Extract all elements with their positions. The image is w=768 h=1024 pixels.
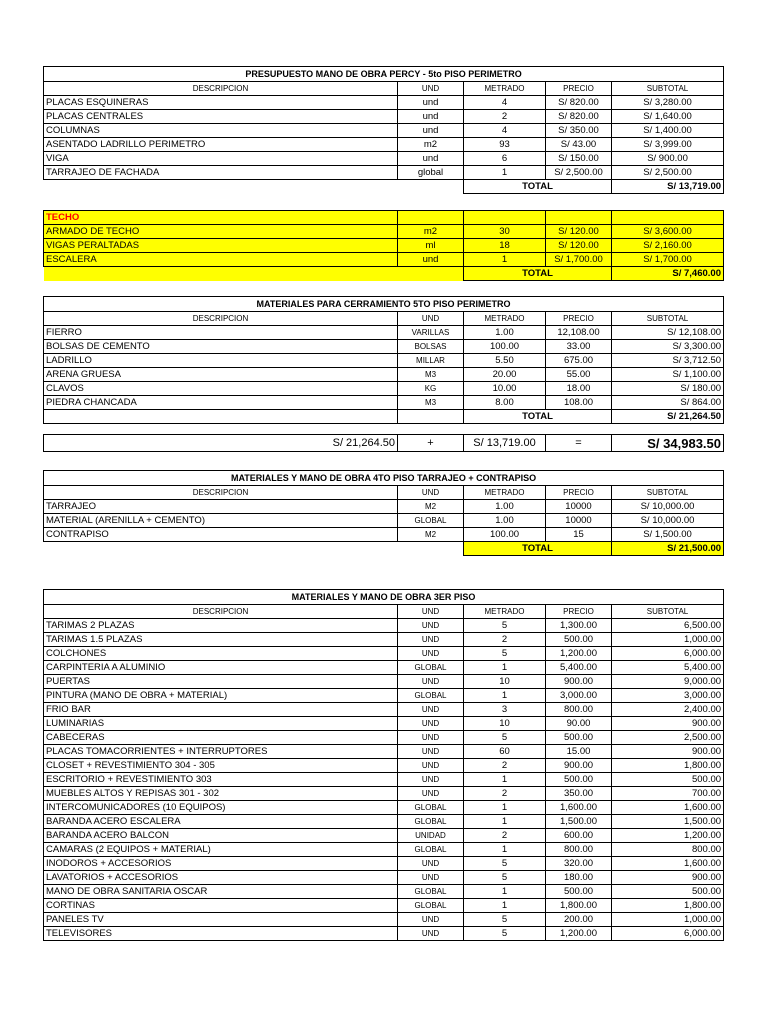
table-row xyxy=(44,166,724,180)
unit-cell: M2 xyxy=(398,500,464,514)
description-cell: INTERCOMUNICADORES (10 EQUIPOS) xyxy=(44,801,398,815)
col-header: PRECIO xyxy=(546,312,612,326)
total-value: S/ 21,500.00 xyxy=(612,542,724,556)
col-header: PRECIO xyxy=(546,605,612,619)
unit-cell: GLOBAL xyxy=(398,801,464,815)
section-title: MATERIALES Y MANO DE OBRA 4TO PISO TARRAJEO + CONTRAPISO xyxy=(44,471,724,486)
unit-cell: UND xyxy=(398,871,464,885)
header-row xyxy=(44,486,724,500)
techo-title-row xyxy=(44,211,724,225)
description-cell: INODOROS + ACCESORIOS xyxy=(44,857,398,871)
price-cell: S/ 350.00 xyxy=(546,124,612,138)
plus-sign: + xyxy=(398,435,464,452)
price-cell: S/ 1,700.00 xyxy=(546,253,612,267)
unit-cell: UND xyxy=(398,913,464,927)
table-row xyxy=(44,899,724,913)
table-row xyxy=(44,253,724,267)
subtotal-cell: S/ 10,000.00 xyxy=(612,500,724,514)
section-title: MATERIALES PARA CERRAMIENTO 5TO PISO PERIMETRO xyxy=(44,297,724,312)
subtotal-cell: 1,800.00 xyxy=(612,759,724,773)
description-cell: COLCHONES xyxy=(44,647,398,661)
sum-term-a: S/ 21,264.50 xyxy=(44,435,398,452)
unit-cell: GLOBAL xyxy=(398,689,464,703)
table-row xyxy=(44,885,724,899)
description-cell: FIERRO xyxy=(44,326,398,340)
table-row xyxy=(44,96,724,110)
col-header: METRADO xyxy=(464,312,546,326)
quantity-cell: 100.00 xyxy=(464,528,546,542)
price-cell: S/ 820.00 xyxy=(546,96,612,110)
subtotal-cell: 900.00 xyxy=(612,717,724,731)
unit-cell: und xyxy=(398,124,464,138)
quantity-cell: 5 xyxy=(464,647,546,661)
price-cell: 10000 xyxy=(546,514,612,528)
price-cell: 5,400.00 xyxy=(546,661,612,675)
quantity-cell: 4 xyxy=(464,124,546,138)
table-row xyxy=(44,731,724,745)
price-cell: 900.00 xyxy=(546,759,612,773)
total-label: TOTAL xyxy=(464,542,612,556)
unit-cell: global xyxy=(398,166,464,180)
col-header: METRADO xyxy=(464,605,546,619)
unit-cell: UND xyxy=(398,857,464,871)
col-header: SUBTOTAL xyxy=(612,605,724,619)
price-cell: 500.00 xyxy=(546,885,612,899)
col-header: METRADO xyxy=(464,82,546,96)
subtotal-cell: 2,500.00 xyxy=(612,731,724,745)
description-cell: COLUMNAS xyxy=(44,124,398,138)
subtotal-cell: S/ 3,300.00 xyxy=(612,340,724,354)
description-cell: MUEBLES ALTOS Y REPISAS 301 - 302 xyxy=(44,787,398,801)
quantity-cell: 2 xyxy=(464,829,546,843)
quantity-cell: 4 xyxy=(464,96,546,110)
section-mano-obra-5to-piso xyxy=(43,66,724,194)
table-row xyxy=(44,675,724,689)
total-label: TOTAL xyxy=(464,410,612,424)
subtotal-cell: 2,400.00 xyxy=(612,703,724,717)
unit-cell: UND xyxy=(398,759,464,773)
subtotal-cell: S/ 1,500.00 xyxy=(612,528,724,542)
subtotal-cell: 900.00 xyxy=(612,745,724,759)
quantity-cell: 8.00 xyxy=(464,396,546,410)
quantity-cell: 2 xyxy=(464,787,546,801)
subtotal-cell: 6,000.00 xyxy=(612,927,724,941)
price-cell: S/ 820.00 xyxy=(546,110,612,124)
price-cell: 900.00 xyxy=(546,675,612,689)
table-row xyxy=(44,787,724,801)
description-cell: TELEVISORES xyxy=(44,927,398,941)
description-cell: BOLSAS DE CEMENTO xyxy=(44,340,398,354)
description-cell: LAVATORIOS + ACCESORIOS xyxy=(44,871,398,885)
table-row xyxy=(44,340,724,354)
section-materiales-cerramiento xyxy=(43,296,724,424)
unit-cell: UND xyxy=(398,703,464,717)
unit-cell: GLOBAL xyxy=(398,843,464,857)
price-cell: 15 xyxy=(546,528,612,542)
table-row xyxy=(44,801,724,815)
unit-cell: UND xyxy=(398,717,464,731)
subtotal-cell: S/ 12,108.00 xyxy=(612,326,724,340)
unit-cell: GLOBAL xyxy=(398,514,464,528)
subtotal-cell: S/ 1,640.00 xyxy=(612,110,724,124)
description-cell: PINTURA (MANO DE OBRA + MATERIAL) xyxy=(44,689,398,703)
price-cell: 15.00 xyxy=(546,745,612,759)
section-4to-piso xyxy=(43,470,724,556)
description-cell: LADRILLO xyxy=(44,354,398,368)
col-header: UND xyxy=(398,605,464,619)
subtotal-cell: S/ 10,000.00 xyxy=(612,514,724,528)
col-header: PRECIO xyxy=(546,82,612,96)
price-cell: 675.00 xyxy=(546,354,612,368)
quantity-cell: 5.50 xyxy=(464,354,546,368)
subtotal-cell: S/ 2,500.00 xyxy=(612,166,724,180)
section-title: PRESUPUESTO MANO DE OBRA PERCY - 5to PISO PERIMETRO xyxy=(44,67,724,82)
table-row xyxy=(44,326,724,340)
description-cell: MANO DE OBRA SANITARIA OSCAR xyxy=(44,885,398,899)
total-row xyxy=(44,180,724,194)
description-cell: TARRAJEO xyxy=(44,500,398,514)
quantity-cell: 1 xyxy=(464,689,546,703)
quantity-cell: 2 xyxy=(464,110,546,124)
unit-cell: KG xyxy=(398,382,464,396)
quantity-cell: 10 xyxy=(464,675,546,689)
total-label: TOTAL xyxy=(464,180,612,194)
price-cell: 1,300.00 xyxy=(546,619,612,633)
price-cell: 18.00 xyxy=(546,382,612,396)
description-cell: BARANDA ACERO BALCON xyxy=(44,829,398,843)
subtotal-cell: 500.00 xyxy=(612,773,724,787)
price-cell: 1,200.00 xyxy=(546,647,612,661)
unit-cell: UND xyxy=(398,647,464,661)
subtotal-cell: 900.00 xyxy=(612,871,724,885)
subtotal-cell: 800.00 xyxy=(612,843,724,857)
price-cell: S/ 2,500.00 xyxy=(546,166,612,180)
quantity-cell: 5 xyxy=(464,871,546,885)
col-header: SUBTOTAL xyxy=(612,82,724,96)
header-row xyxy=(44,82,724,96)
description-cell: PLACAS TOMACORRIENTES + INTERRUPTORES xyxy=(44,745,398,759)
unit-cell: UND xyxy=(398,633,464,647)
unit-cell: VARILLAS xyxy=(398,326,464,340)
quantity-cell: 1 xyxy=(464,899,546,913)
subtotal-cell: 6,000.00 xyxy=(612,647,724,661)
col-header: DESCRIPCION xyxy=(44,605,398,619)
col-header: METRADO xyxy=(464,486,546,500)
quantity-cell: 2 xyxy=(464,759,546,773)
col-header: UND xyxy=(398,486,464,500)
table-row xyxy=(44,110,724,124)
subtotal-cell: 500.00 xyxy=(612,885,724,899)
description-cell: CLOSET + REVESTIMIENTO 304 - 305 xyxy=(44,759,398,773)
col-header: DESCRIPCION xyxy=(44,82,398,96)
description-cell: PIEDRA CHANCADA xyxy=(44,396,398,410)
unit-cell: und xyxy=(398,96,464,110)
table-row xyxy=(44,745,724,759)
unit-cell: m2 xyxy=(398,138,464,152)
description-cell: ESCALERA xyxy=(44,253,398,267)
subtotal-cell: 1,800.00 xyxy=(612,899,724,913)
unit-cell: GLOBAL xyxy=(398,815,464,829)
quantity-cell: 1 xyxy=(464,815,546,829)
price-cell: 1,200.00 xyxy=(546,927,612,941)
quantity-cell: 5 xyxy=(464,619,546,633)
description-cell: CABECERAS xyxy=(44,731,398,745)
price-cell: 500.00 xyxy=(546,773,612,787)
description-cell: PLACAS CENTRALES xyxy=(44,110,398,124)
unit-cell: GLOBAL xyxy=(398,899,464,913)
subtotal-cell: S/ 3,712.50 xyxy=(612,354,724,368)
table-row xyxy=(44,152,724,166)
price-cell: 1,600.00 xyxy=(546,801,612,815)
subtotal-cell: S/ 3,600.00 xyxy=(612,225,724,239)
col-header: PRECIO xyxy=(546,486,612,500)
unit-cell: ml xyxy=(398,239,464,253)
table-row xyxy=(44,689,724,703)
description-cell: ESCRITORIO + REVESTIMIENTO 303 xyxy=(44,773,398,787)
quantity-cell: 20.00 xyxy=(464,368,546,382)
table-row xyxy=(44,913,724,927)
table-row xyxy=(44,703,724,717)
col-header: DESCRIPCION xyxy=(44,486,398,500)
description-cell: ARMADO DE TECHO xyxy=(44,225,398,239)
table-row xyxy=(44,633,724,647)
price-cell: 3,000.00 xyxy=(546,689,612,703)
subtotal-cell: 1,000.00 xyxy=(612,913,724,927)
table-row xyxy=(44,382,724,396)
description-cell: BARANDA ACERO ESCALERA xyxy=(44,815,398,829)
col-header: UND xyxy=(398,82,464,96)
description-cell: VIGA xyxy=(44,152,398,166)
total-row xyxy=(44,267,724,281)
unit-cell: MILLAR xyxy=(398,354,464,368)
description-cell: CARPINTERIA A ALUMINIO xyxy=(44,661,398,675)
description-cell: TARIMAS 1.5 PLAZAS xyxy=(44,633,398,647)
quantity-cell: 100.00 xyxy=(464,340,546,354)
price-cell: 500.00 xyxy=(546,633,612,647)
price-cell: 33.00 xyxy=(546,340,612,354)
subtotal-cell: S/ 864.00 xyxy=(612,396,724,410)
quantity-cell: 5 xyxy=(464,857,546,871)
description-cell: LUMINARIAS xyxy=(44,717,398,731)
quantity-cell: 1 xyxy=(464,773,546,787)
quantity-cell: 2 xyxy=(464,633,546,647)
subtotal-cell: 700.00 xyxy=(612,787,724,801)
table-row xyxy=(44,396,724,410)
price-cell: 55.00 xyxy=(546,368,612,382)
total-value: S/ 13,719.00 xyxy=(612,180,724,194)
table-row xyxy=(44,124,724,138)
price-cell: 1,500.00 xyxy=(546,815,612,829)
table-row xyxy=(44,528,724,542)
table-row xyxy=(44,225,724,239)
description-cell: PUERTAS xyxy=(44,675,398,689)
total-label: TOTAL xyxy=(464,267,612,281)
quantity-cell: 5 xyxy=(464,913,546,927)
description-cell: CLAVOS xyxy=(44,382,398,396)
quantity-cell: 10 xyxy=(464,717,546,731)
table-row xyxy=(44,759,724,773)
price-cell: 1,800.00 xyxy=(546,899,612,913)
quantity-cell: 1.00 xyxy=(464,514,546,528)
price-cell: 10000 xyxy=(546,500,612,514)
table-row xyxy=(44,871,724,885)
subtotal-cell: S/ 3,280.00 xyxy=(612,96,724,110)
unit-cell: BOLSAS xyxy=(398,340,464,354)
col-header: SUBTOTAL xyxy=(612,312,724,326)
description-cell: ASENTADO LADRILLO PERIMETRO xyxy=(44,138,398,152)
description-cell: ARENA GRUESA xyxy=(44,368,398,382)
table-row xyxy=(44,927,724,941)
description-cell: CAMARAS (2 EQUIPOS + MATERIAL) xyxy=(44,843,398,857)
table-row xyxy=(44,354,724,368)
table-row xyxy=(44,857,724,871)
price-cell: 600.00 xyxy=(546,829,612,843)
subtotal-cell: 1,600.00 xyxy=(612,801,724,815)
unit-cell: UND xyxy=(398,787,464,801)
description-cell: MATERIAL (ARENILLA + CEMENTO) xyxy=(44,514,398,528)
price-cell: S/ 150.00 xyxy=(546,152,612,166)
table-row xyxy=(44,514,724,528)
unit-cell: GLOBAL xyxy=(398,885,464,899)
quantity-cell: 60 xyxy=(464,745,546,759)
unit-cell: GLOBAL xyxy=(398,661,464,675)
subtotal-cell: S/ 1,400.00 xyxy=(612,124,724,138)
section-title: MATERIALES Y MANO DE OBRA 3ER PISO xyxy=(44,590,724,605)
quantity-cell: 1 xyxy=(464,885,546,899)
description-cell: FRIO BAR xyxy=(44,703,398,717)
description-cell: CONTRAPISO xyxy=(44,528,398,542)
subtotal-cell: S/ 180.00 xyxy=(612,382,724,396)
price-cell: S/ 120.00 xyxy=(546,239,612,253)
quantity-cell: 1 xyxy=(464,253,546,267)
subtotal-cell: 6,500.00 xyxy=(612,619,724,633)
quantity-cell: 18 xyxy=(464,239,546,253)
unit-cell: UND xyxy=(398,675,464,689)
table-row xyxy=(44,239,724,253)
quantity-cell: 3 xyxy=(464,703,546,717)
description-cell: TARRAJEO DE FACHADA xyxy=(44,166,398,180)
unit-cell: und xyxy=(398,253,464,267)
table-row xyxy=(44,619,724,633)
table-row xyxy=(44,647,724,661)
total-row xyxy=(44,410,724,424)
grand-sum-row xyxy=(43,434,724,452)
subtotal-cell: 1,000.00 xyxy=(612,633,724,647)
unit-cell: M3 xyxy=(398,368,464,382)
sum-result: S/ 34,983.50 xyxy=(612,435,724,452)
table-row xyxy=(44,829,724,843)
col-header: DESCRIPCION xyxy=(44,312,398,326)
subtotal-cell: S/ 1,100.00 xyxy=(612,368,724,382)
table-row xyxy=(44,368,724,382)
description-cell: CORTINAS xyxy=(44,899,398,913)
total-row xyxy=(44,542,724,556)
table-row xyxy=(44,773,724,787)
price-cell: 800.00 xyxy=(546,703,612,717)
total-value: S/ 7,460.00 xyxy=(612,267,724,281)
equals-sign: = xyxy=(546,435,612,452)
subtotal-cell: 9,000.00 xyxy=(612,675,724,689)
quantity-cell: 1 xyxy=(464,661,546,675)
subtotal-cell: S/ 3,999.00 xyxy=(612,138,724,152)
table-row xyxy=(44,843,724,857)
price-cell: 500.00 xyxy=(546,731,612,745)
description-cell: VIGAS PERALTADAS xyxy=(44,239,398,253)
quantity-cell: 1.00 xyxy=(464,326,546,340)
subtotal-cell: 1,200.00 xyxy=(612,829,724,843)
unit-cell: UNIDAD xyxy=(398,829,464,843)
table-row xyxy=(44,500,724,514)
section-3er-piso xyxy=(43,589,724,941)
quantity-cell: 6 xyxy=(464,152,546,166)
quantity-cell: 1 xyxy=(464,166,546,180)
subtotal-cell: S/ 1,700.00 xyxy=(612,253,724,267)
unit-cell: UND xyxy=(398,745,464,759)
quantity-cell: 5 xyxy=(464,731,546,745)
section-title: TECHO xyxy=(44,211,398,225)
header-row xyxy=(44,605,724,619)
table-row xyxy=(44,138,724,152)
price-cell: 90.00 xyxy=(546,717,612,731)
quantity-cell: 10.00 xyxy=(464,382,546,396)
header-row xyxy=(44,312,724,326)
total-value: S/ 21,264.50 xyxy=(612,410,724,424)
quantity-cell: 1 xyxy=(464,843,546,857)
price-cell: 108.00 xyxy=(546,396,612,410)
subtotal-cell: S/ 900.00 xyxy=(612,152,724,166)
price-cell: 200.00 xyxy=(546,913,612,927)
price-cell: 320.00 xyxy=(546,857,612,871)
table-row xyxy=(44,815,724,829)
subtotal-cell: S/ 2,160.00 xyxy=(612,239,724,253)
table-row xyxy=(44,661,724,675)
unit-cell: UND xyxy=(398,927,464,941)
description-cell: TARIMAS 2 PLAZAS xyxy=(44,619,398,633)
unit-cell: m2 xyxy=(398,225,464,239)
unit-cell: UND xyxy=(398,619,464,633)
price-cell: 180.00 xyxy=(546,871,612,885)
unit-cell: und xyxy=(398,152,464,166)
unit-cell: M2 xyxy=(398,528,464,542)
subtotal-cell: 5,400.00 xyxy=(612,661,724,675)
description-cell: PLACAS ESQUINERAS xyxy=(44,96,398,110)
price-cell: S/ 43.00 xyxy=(546,138,612,152)
quantity-cell: 5 xyxy=(464,927,546,941)
unit-cell: und xyxy=(398,110,464,124)
sum-term-b: S/ 13,719.00 xyxy=(464,435,546,452)
subtotal-cell: 1,500.00 xyxy=(612,815,724,829)
unit-cell: UND xyxy=(398,731,464,745)
col-header: UND xyxy=(398,312,464,326)
price-cell: S/ 120.00 xyxy=(546,225,612,239)
section-techo xyxy=(43,210,724,281)
subtotal-cell: 1,600.00 xyxy=(612,857,724,871)
quantity-cell: 93 xyxy=(464,138,546,152)
table-row xyxy=(44,717,724,731)
quantity-cell: 1 xyxy=(464,801,546,815)
unit-cell: M3 xyxy=(398,396,464,410)
quantity-cell: 1.00 xyxy=(464,500,546,514)
price-cell: 800.00 xyxy=(546,843,612,857)
quantity-cell: 30 xyxy=(464,225,546,239)
col-header: SUBTOTAL xyxy=(612,486,724,500)
subtotal-cell: 3,000.00 xyxy=(612,689,724,703)
price-cell: 12,108.00 xyxy=(546,326,612,340)
unit-cell: UND xyxy=(398,773,464,787)
price-cell: 350.00 xyxy=(546,787,612,801)
description-cell: PANELES TV xyxy=(44,913,398,927)
